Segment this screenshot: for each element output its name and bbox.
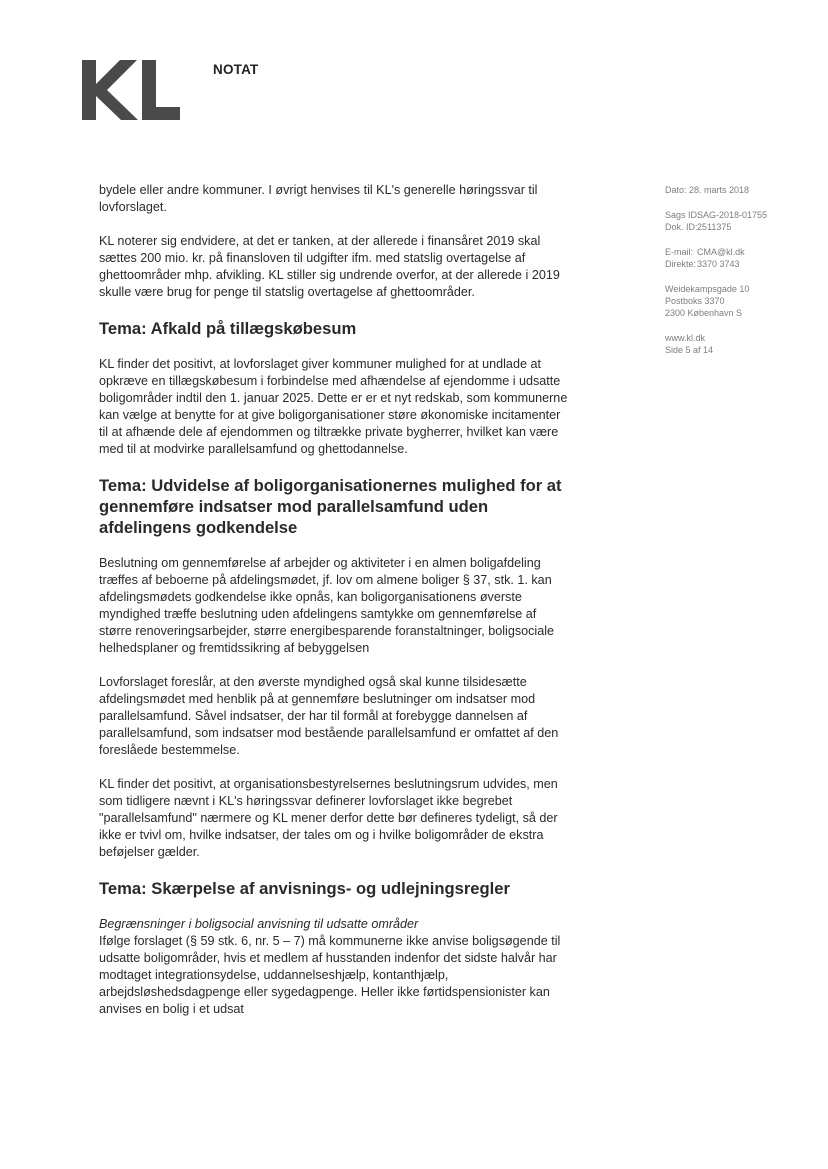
direkte-value: 3370 3743 [697, 259, 740, 269]
paragraph-5: Lovforslaget foreslår, at den øverste myndighed også skal kunne tilsidesætte afdelingsmødet med henblik på at gennemføre beslutninger om indsatser mod parallelsamfund. Såvel indsatser, der har til formål at forebygge dannelsen af parallelsamfund, som indsatser mod bestående parallelsamfund er omfattet af den foreslåede bestemmelse. [99, 675, 559, 757]
metadata-sidebar [665, 184, 815, 369]
dok-id-label: Dok. ID: [665, 222, 698, 232]
sags-id-row [665, 209, 815, 221]
address-line-3: 2300 København S [665, 308, 743, 318]
sags-id-value: SAG-2018-01755 [697, 210, 768, 220]
email-value: CMA@kl.dk [697, 247, 745, 257]
paragraph-4: Beslutning om gennemførelse af arbejder og aktiviteter i en almen boligafdeling træffes af beboerne på afdelingsmødet, jf. lov om almene boliger § 37, stk. 1. kan afdelingsmødets godkendelse ikke opnås, kan boligorganisationens øverste myndighed træffe beslutning uden afdelingens samtykke om gennemførelse af større renoveringsarbejder, større energibesparende foranstaltninger, boligsociale helhedsplaner og fremtidssikring af bebyggelsen [99, 556, 555, 655]
direkte-row [665, 258, 815, 270]
address-line-1: Weidekampsgade 10 [665, 284, 750, 294]
document-type-label: NOTAT [213, 62, 259, 77]
paragraph-1: bydele eller andre kommuner. I øvrigt henvises til KL's generelle høringssvar til lovforslaget. [99, 183, 538, 214]
sags-id-label: Sags ID: [665, 210, 700, 220]
paragraph-7: Ifølge forslaget (§ 59 stk. 6, nr. 5 – 7) må kommunerne ikke anvise boligsøgende til udsatte boligområder, hvis et medlem af husstanden indenfor det sidste halvår har modtaget integrationsydelse, uddannelseshjælp, kontanthjælp, arbejdsløshedsdagpenge eller sygedagpenge. Heller ikke førtidspensionister kan anvises en bolig i et udsat [99, 934, 561, 1016]
page-number: Side 5 af 14 [665, 345, 714, 355]
website: www.kl.dk [665, 333, 706, 343]
kl-logo [82, 60, 180, 120]
document-body [99, 182, 569, 1018]
heading-afkald: Tema: Afkald på tillægskøbesum [99, 319, 357, 338]
dok-id-value: 2511375 [697, 222, 732, 232]
heading-udvidelse: Tema: Udvidelse af boligorganisationernes mulighed for at gennemføre indsatser mod parallelsamfund uden afdelingens godkendelse [99, 476, 562, 537]
paragraph-3: KL finder det positivt, at lovforslaget giver kommuner mulighed for at undlade at opkræve en tillægskøbesum i forbindelse med afhændelse af ejendomme i udsatte boligområder indtil den 1. januar 2025. Dette er er et nyt redskab, som kommunerne kan vælge at benytte for at give boligorganisationer støre økonomiske incitamenter til at afhænde dele af ejendommen og tiltrække private bygherrer, hvilket kan være med til at modvirke parallelsamfund og ghettodannelse. [99, 357, 568, 456]
address-line-2: Postboks 3370 [665, 296, 725, 306]
direkte-label: Direkte: [665, 259, 697, 269]
subheading-begraensninger: Begrænsninger i boligsocial anvisning til udsatte områder [99, 917, 419, 931]
paragraph-2: KL noterer sig endvidere, at det er tanken, at der allerede i finansåret 2019 skal sættes 200 mio. kr. på finansloven til udgifter ifm. med statslig overtagelse af ghettoområder mhp. afvikling. KL stiller sig undrende overfor, at der allerede i 2019 skulle være brug for penge til statslig overtagelse af ghettoområder. [99, 234, 560, 299]
dok-id-row [665, 221, 815, 233]
email-label: E-mail: [665, 247, 694, 257]
email-row [665, 246, 815, 258]
date-line: Dato: 28. marts 2018 [665, 185, 750, 195]
paragraph-6: KL finder det positivt, at organisationsbestyrelsernes beslutningsrum udvides, men som tidligere nævnt i KL's høringssvar definerer lovforslaget ikke begrebet "parallelsamfund" nærmere og KL mener derfor dette bør defineres tydeligt, så der ikke er tvivl om, hvilke indsatser, der tales om og i hvilke boligområder de ekstra beføjelser gælder. [99, 777, 558, 859]
heading-skaerpelse: Tema: Skærpelse af anvisnings- og udlejningsregler [99, 879, 510, 898]
